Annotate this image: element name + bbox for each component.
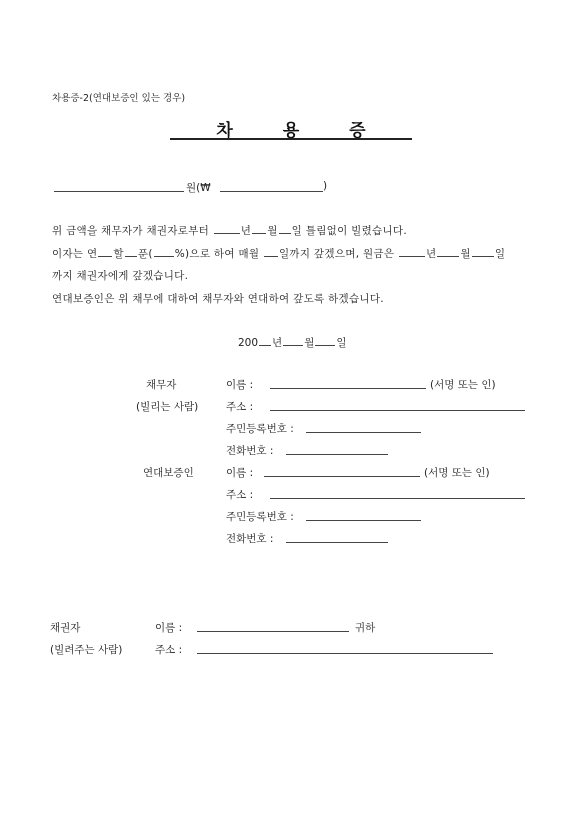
guarantor-phone-field[interactable] bbox=[286, 542, 388, 543]
guarantor-name-field[interactable] bbox=[264, 476, 420, 477]
creditor-address-label: 주소 : bbox=[155, 644, 183, 656]
guarantor-label: 연대보증인 bbox=[143, 467, 194, 479]
guarantor-name-label: 이름 : bbox=[226, 467, 254, 479]
month-label: 월 bbox=[267, 225, 278, 237]
body-line-1-end: 일 틀림없이 빌렸습니다. bbox=[291, 225, 408, 237]
title-underline bbox=[170, 138, 412, 140]
loan-year-field[interactable] bbox=[214, 222, 240, 234]
repay-year-label: 년 bbox=[425, 248, 437, 260]
loan-month-field[interactable] bbox=[252, 222, 266, 234]
amount-korean-field[interactable] bbox=[54, 191, 184, 192]
interest-percent-field[interactable] bbox=[154, 245, 174, 257]
repay-day-field[interactable] bbox=[472, 245, 494, 257]
date-day-label: 일 bbox=[336, 337, 347, 349]
loan-day-field[interactable] bbox=[279, 222, 291, 234]
repay-day-label: 일 bbox=[494, 248, 506, 260]
guarantor-rrn-label: 주민등록번호 : bbox=[226, 511, 294, 523]
guarantor-sign-note: (서명 또는 인) bbox=[424, 467, 490, 479]
date-month-field[interactable] bbox=[283, 334, 303, 346]
amount-close-paren: ) bbox=[323, 180, 328, 192]
form-code: 차용증-2(연대보증인 있는 경우) bbox=[52, 93, 186, 104]
debtor-label: 채무자 bbox=[146, 379, 177, 391]
repay-month-label: 월 bbox=[460, 248, 471, 260]
body-line-1 bbox=[52, 222, 407, 238]
body-line-2 bbox=[52, 245, 505, 261]
date-year-label: 년 bbox=[272, 337, 283, 349]
guarantor-phone-label: 전화번호 : bbox=[226, 533, 274, 545]
interest-label: 이자는 연 bbox=[52, 248, 98, 260]
repay-year-field[interactable] bbox=[399, 245, 425, 257]
creditor-name-label: 이름 : bbox=[155, 622, 183, 634]
creditor-label: 채권자 bbox=[50, 622, 81, 634]
debtor-name-label: 이름 : bbox=[226, 379, 254, 391]
debtor-address-label: 주소 : bbox=[226, 401, 254, 413]
debtor-rrn-label: 주민등록번호 : bbox=[226, 423, 294, 435]
guarantor-address-field[interactable] bbox=[270, 498, 525, 499]
guarantor-rrn-field[interactable] bbox=[306, 520, 421, 521]
hal-label: 할 bbox=[113, 248, 124, 260]
document-date bbox=[238, 334, 347, 350]
pun-label: 푼( bbox=[137, 248, 153, 260]
date-year-field[interactable] bbox=[259, 334, 271, 346]
creditor-address-field[interactable] bbox=[197, 653, 493, 654]
date-year-prefix: 200 bbox=[238, 337, 259, 349]
amount-won-label: 원(₩ bbox=[186, 182, 211, 194]
title-char-2: 용 bbox=[282, 121, 300, 141]
creditor-sub-label: (빌려주는 사람) bbox=[50, 644, 123, 656]
body-line-1-text: 위 금액을 채무자가 채권자로부터 bbox=[52, 225, 213, 237]
creditor-honorific: 귀하 bbox=[355, 622, 376, 634]
body-line-4: 연대보증인은 위 채무에 대하여 채무자와 연대하여 갚도록 하겠습니다. bbox=[52, 293, 384, 305]
debtor-sub-label: (빌리는 사람) bbox=[136, 401, 199, 413]
date-month-label: 월 bbox=[304, 337, 315, 349]
debtor-address-field[interactable] bbox=[270, 410, 525, 411]
amount-number-field[interactable] bbox=[220, 191, 323, 192]
title-char-3: 증 bbox=[349, 121, 366, 141]
debtor-rrn-field[interactable] bbox=[306, 432, 421, 433]
debtor-phone-field[interactable] bbox=[286, 454, 388, 455]
date-day-field[interactable] bbox=[315, 334, 335, 346]
guarantor-address-label: 주소 : bbox=[226, 489, 254, 501]
interest-ten-field[interactable] bbox=[98, 245, 112, 257]
debtor-sign-note: (서명 또는 인) bbox=[430, 379, 496, 391]
repay-month-field[interactable] bbox=[437, 245, 459, 257]
body-line-3: 까지 채권자에게 갚겠습니다. bbox=[52, 270, 189, 282]
creditor-name-field[interactable] bbox=[197, 631, 349, 632]
debtor-name-field[interactable] bbox=[270, 388, 426, 389]
year-label: 년 bbox=[240, 225, 252, 237]
principal-label: 일까지 갚겠으며, 원금은 bbox=[278, 248, 398, 260]
monthly-label: %)으로 하여 매월 bbox=[174, 248, 263, 260]
interest-one-field[interactable] bbox=[125, 245, 137, 257]
debtor-phone-label: 전화번호 : bbox=[226, 445, 274, 457]
title-char-1: 차 bbox=[216, 121, 233, 141]
monthly-day-field[interactable] bbox=[264, 245, 278, 257]
